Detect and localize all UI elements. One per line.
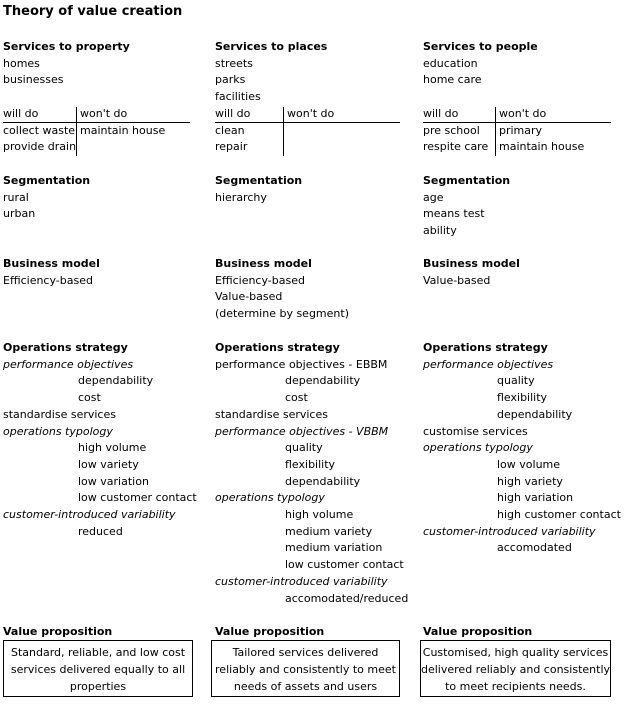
operations-line: medium variety: [285, 524, 373, 538]
operations-line: dependability: [497, 407, 573, 421]
operations-line: customer-introduced variability: [423, 524, 596, 538]
operations-line: flexibility: [285, 457, 336, 471]
service-item: home care: [423, 73, 482, 87]
service-item: education: [423, 56, 478, 70]
operations-line: reduced: [78, 524, 123, 538]
business-model-item: Efficiency-based: [3, 273, 93, 287]
operations-line: accomodated/reduced: [285, 591, 409, 605]
operations-line: low volume: [497, 457, 561, 471]
value-proposition-heading: Value proposition: [423, 625, 533, 638]
business-model-item: (determine by segment): [215, 307, 349, 321]
operations-strategy-heading: Operations strategy: [423, 341, 548, 354]
operations-line: operations typology: [3, 424, 113, 438]
operations-line: high volume: [78, 441, 147, 455]
operations-strategy-heading: Operations strategy: [215, 341, 340, 354]
business-model-heading: Business model: [3, 257, 100, 270]
wont-do-item: maintain house: [499, 140, 585, 154]
service-item: facilities: [215, 90, 261, 104]
operations-line: high variation: [497, 491, 574, 505]
will-wont-separator: [283, 107, 284, 156]
operations-strategy-heading: Operations strategy: [3, 341, 128, 354]
will-wont-separator: [495, 107, 496, 156]
operations-line: medium variation: [285, 541, 383, 555]
will-do-label: will do: [3, 107, 39, 120]
operations-line: standardise services: [215, 407, 328, 421]
operations-line: cost: [285, 391, 308, 405]
service-item: businesses: [3, 73, 64, 87]
will-do-item: repair: [215, 140, 248, 154]
segmentation-heading: Segmentation: [423, 174, 511, 187]
will-wont-separator: [76, 107, 77, 156]
will-do-item: respite care: [423, 140, 489, 154]
operations-line: performance objectives - VBBM: [215, 424, 389, 438]
will-do-label: will do: [423, 107, 459, 120]
operations-line: cost: [78, 391, 101, 405]
operations-line: flexibility: [497, 391, 548, 405]
will-do-label: will do: [215, 107, 251, 120]
segmentation-item: ability: [423, 224, 457, 238]
operations-line: dependability: [285, 374, 361, 388]
service-item: parks: [215, 73, 246, 87]
operations-line: customer-introduced variability: [215, 574, 388, 588]
operations-line: high variety: [497, 474, 563, 488]
segmentation-item: age: [423, 190, 444, 204]
wont-do-label: won't do: [499, 107, 547, 120]
segmentation-item: means test: [423, 207, 485, 221]
will-do-item: provide drain: [3, 140, 77, 154]
business-model-heading: Business model: [215, 257, 312, 270]
operations-line: performance objectives - EBBM: [215, 357, 388, 371]
value-proposition-heading: Value proposition: [215, 625, 325, 638]
segmentation-heading: Segmentation: [215, 174, 303, 187]
business-model-heading: Business model: [423, 257, 520, 270]
wont-do-item: primary: [499, 123, 543, 137]
services-heading: Services to people: [423, 40, 538, 53]
will-do-item: collect waste: [3, 123, 76, 137]
wont-do-label: won't do: [287, 107, 335, 120]
operations-line: dependability: [78, 374, 154, 388]
operations-line: quality: [497, 374, 535, 388]
business-model-item: Efficiency-based: [215, 273, 305, 287]
services-heading: Services to property: [3, 40, 130, 53]
will-do-item: pre school: [423, 123, 480, 137]
operations-line: accomodated: [497, 541, 572, 555]
value-proposition-box: Standard, reliable, and low cost services delivered equally to all properties: [3, 640, 193, 697]
operations-line: performance objectives: [3, 357, 134, 371]
operations-line: quality: [285, 441, 323, 455]
operations-line: operations typology: [423, 441, 533, 455]
operations-line: operations typology: [215, 491, 325, 505]
wont-do-label: won't do: [80, 107, 128, 120]
segmentation-item: rural: [3, 190, 29, 204]
operations-line: low variety: [78, 457, 139, 471]
value-proposition-box: Customised, high quality services delivered reliably and consistently to meet recipients needs.: [420, 640, 611, 697]
service-item: streets: [215, 56, 253, 70]
business-model-item: Value-based: [215, 290, 283, 304]
value-proposition-heading: Value proposition: [3, 625, 113, 638]
operations-line: customer-introduced variability: [3, 508, 176, 521]
services-heading: Services to places: [215, 40, 328, 53]
segmentation-item: urban: [3, 207, 36, 221]
will-do-item: clean: [215, 123, 245, 137]
operations-line: high volume: [285, 508, 354, 521]
operations-line: high customer contact: [497, 508, 621, 521]
wont-do-item: maintain house: [80, 123, 166, 137]
operations-line: performance objectives: [423, 357, 554, 371]
business-model-item: Value-based: [423, 273, 491, 287]
operations-line: low customer contact: [78, 491, 197, 505]
segmentation-item: hierarchy: [215, 190, 267, 204]
operations-line: customise services: [423, 424, 528, 438]
operations-line: standardise services: [3, 407, 116, 421]
page-title: Theory of value creation: [3, 4, 183, 19]
operations-line: dependability: [285, 474, 361, 488]
value-proposition-box: Tailored services delivered reliably and consistently to meet needs of assets and users: [211, 640, 400, 697]
operations-line: low variation: [78, 474, 149, 488]
service-item: homes: [3, 56, 40, 70]
segmentation-heading: Segmentation: [3, 174, 91, 187]
operations-line: low customer contact: [285, 558, 404, 572]
